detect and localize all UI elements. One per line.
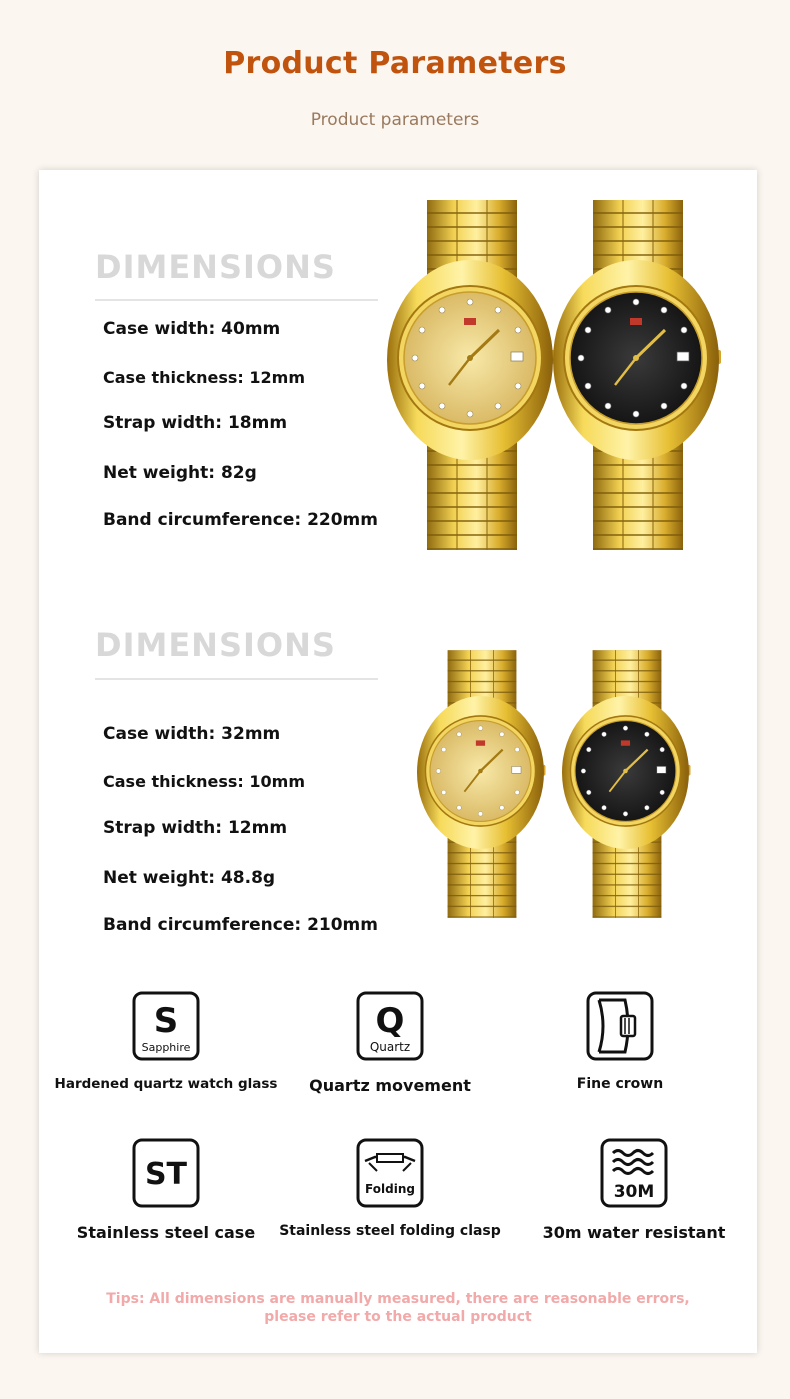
feature-label-water: 30m water resistant <box>542 1223 726 1242</box>
page-title: Product Parameters <box>223 46 567 81</box>
feature-label-movement: Quartz movement <box>309 1076 471 1095</box>
steel-case-icon <box>131 1137 201 1209</box>
feature-label-clasp: Stainless steel folding clasp <box>279 1223 501 1239</box>
sapphire-icon <box>131 990 201 1062</box>
spec-case-thickness-1: Case thickness: 12mm <box>103 368 305 387</box>
spec-case-thickness-2: Case thickness: 10mm <box>103 772 305 791</box>
feature-label-crown: Fine crown <box>576 1076 664 1092</box>
quartz-icon-caption: Quartz <box>369 1040 411 1054</box>
water-resistant-icon-caption: 30M <box>613 1182 655 1202</box>
spec-strap-width-2: Strap width: 12mm <box>103 818 288 838</box>
dimensions-heading-2: DIMENSIONS <box>95 626 336 664</box>
quartz-icon <box>355 990 425 1062</box>
dimensions-heading-1: DIMENSIONS <box>95 248 336 286</box>
black-dial-watch-large <box>553 200 723 550</box>
feature-folding-clasp <box>270 1137 510 1239</box>
water-resistant-icon <box>599 1137 669 1209</box>
dimensions-rule-2 <box>95 678 378 680</box>
sapphire-icon-letter: S <box>153 1001 179 1041</box>
feature-crown <box>500 990 740 1092</box>
feature-sapphire <box>46 990 286 1092</box>
feature-label-case: Stainless steel case <box>76 1223 256 1242</box>
sapphire-icon-caption: Sapphire <box>141 1041 191 1054</box>
spec-case-width-1: Case width: 40mm <box>103 319 281 339</box>
feature-water-resistant <box>514 1137 754 1242</box>
page-subtitle: Product parameters <box>310 110 480 130</box>
quartz-icon-letter: Q <box>375 1001 405 1041</box>
dimensions-rule-1 <box>95 299 378 301</box>
feature-quartz <box>270 990 510 1095</box>
spec-band-circumference-1: Band circumference: 220mm <box>103 510 378 530</box>
crown-icon <box>585 990 655 1062</box>
gold-dial-watch-large <box>387 200 557 550</box>
spec-strap-width-1: Strap width: 18mm <box>103 413 288 433</box>
spec-net-weight-2: Net weight: 48.8g <box>103 868 276 888</box>
feature-steel-case <box>46 1137 286 1242</box>
spec-net-weight-1: Net weight: 82g <box>103 463 257 483</box>
spec-band-circumference-2: Band circumference: 210mm <box>103 915 378 935</box>
feature-label-glass: Hardened quartz watch glass <box>54 1076 278 1092</box>
black-dial-watch-small <box>562 631 692 937</box>
gold-dial-watch-small <box>417 631 547 937</box>
tips-note: Tips: All dimensions are manually measured, there are reasonable errors, please refer to the actual product <box>106 1291 690 1325</box>
parameters-card <box>39 170 757 1353</box>
spec-case-width-2: Case width: 32mm <box>103 724 281 744</box>
folding-clasp-icon <box>355 1137 425 1209</box>
steel-case-icon-letters: ST <box>144 1157 188 1192</box>
folding-clasp-icon-caption: Folding <box>365 1182 415 1196</box>
